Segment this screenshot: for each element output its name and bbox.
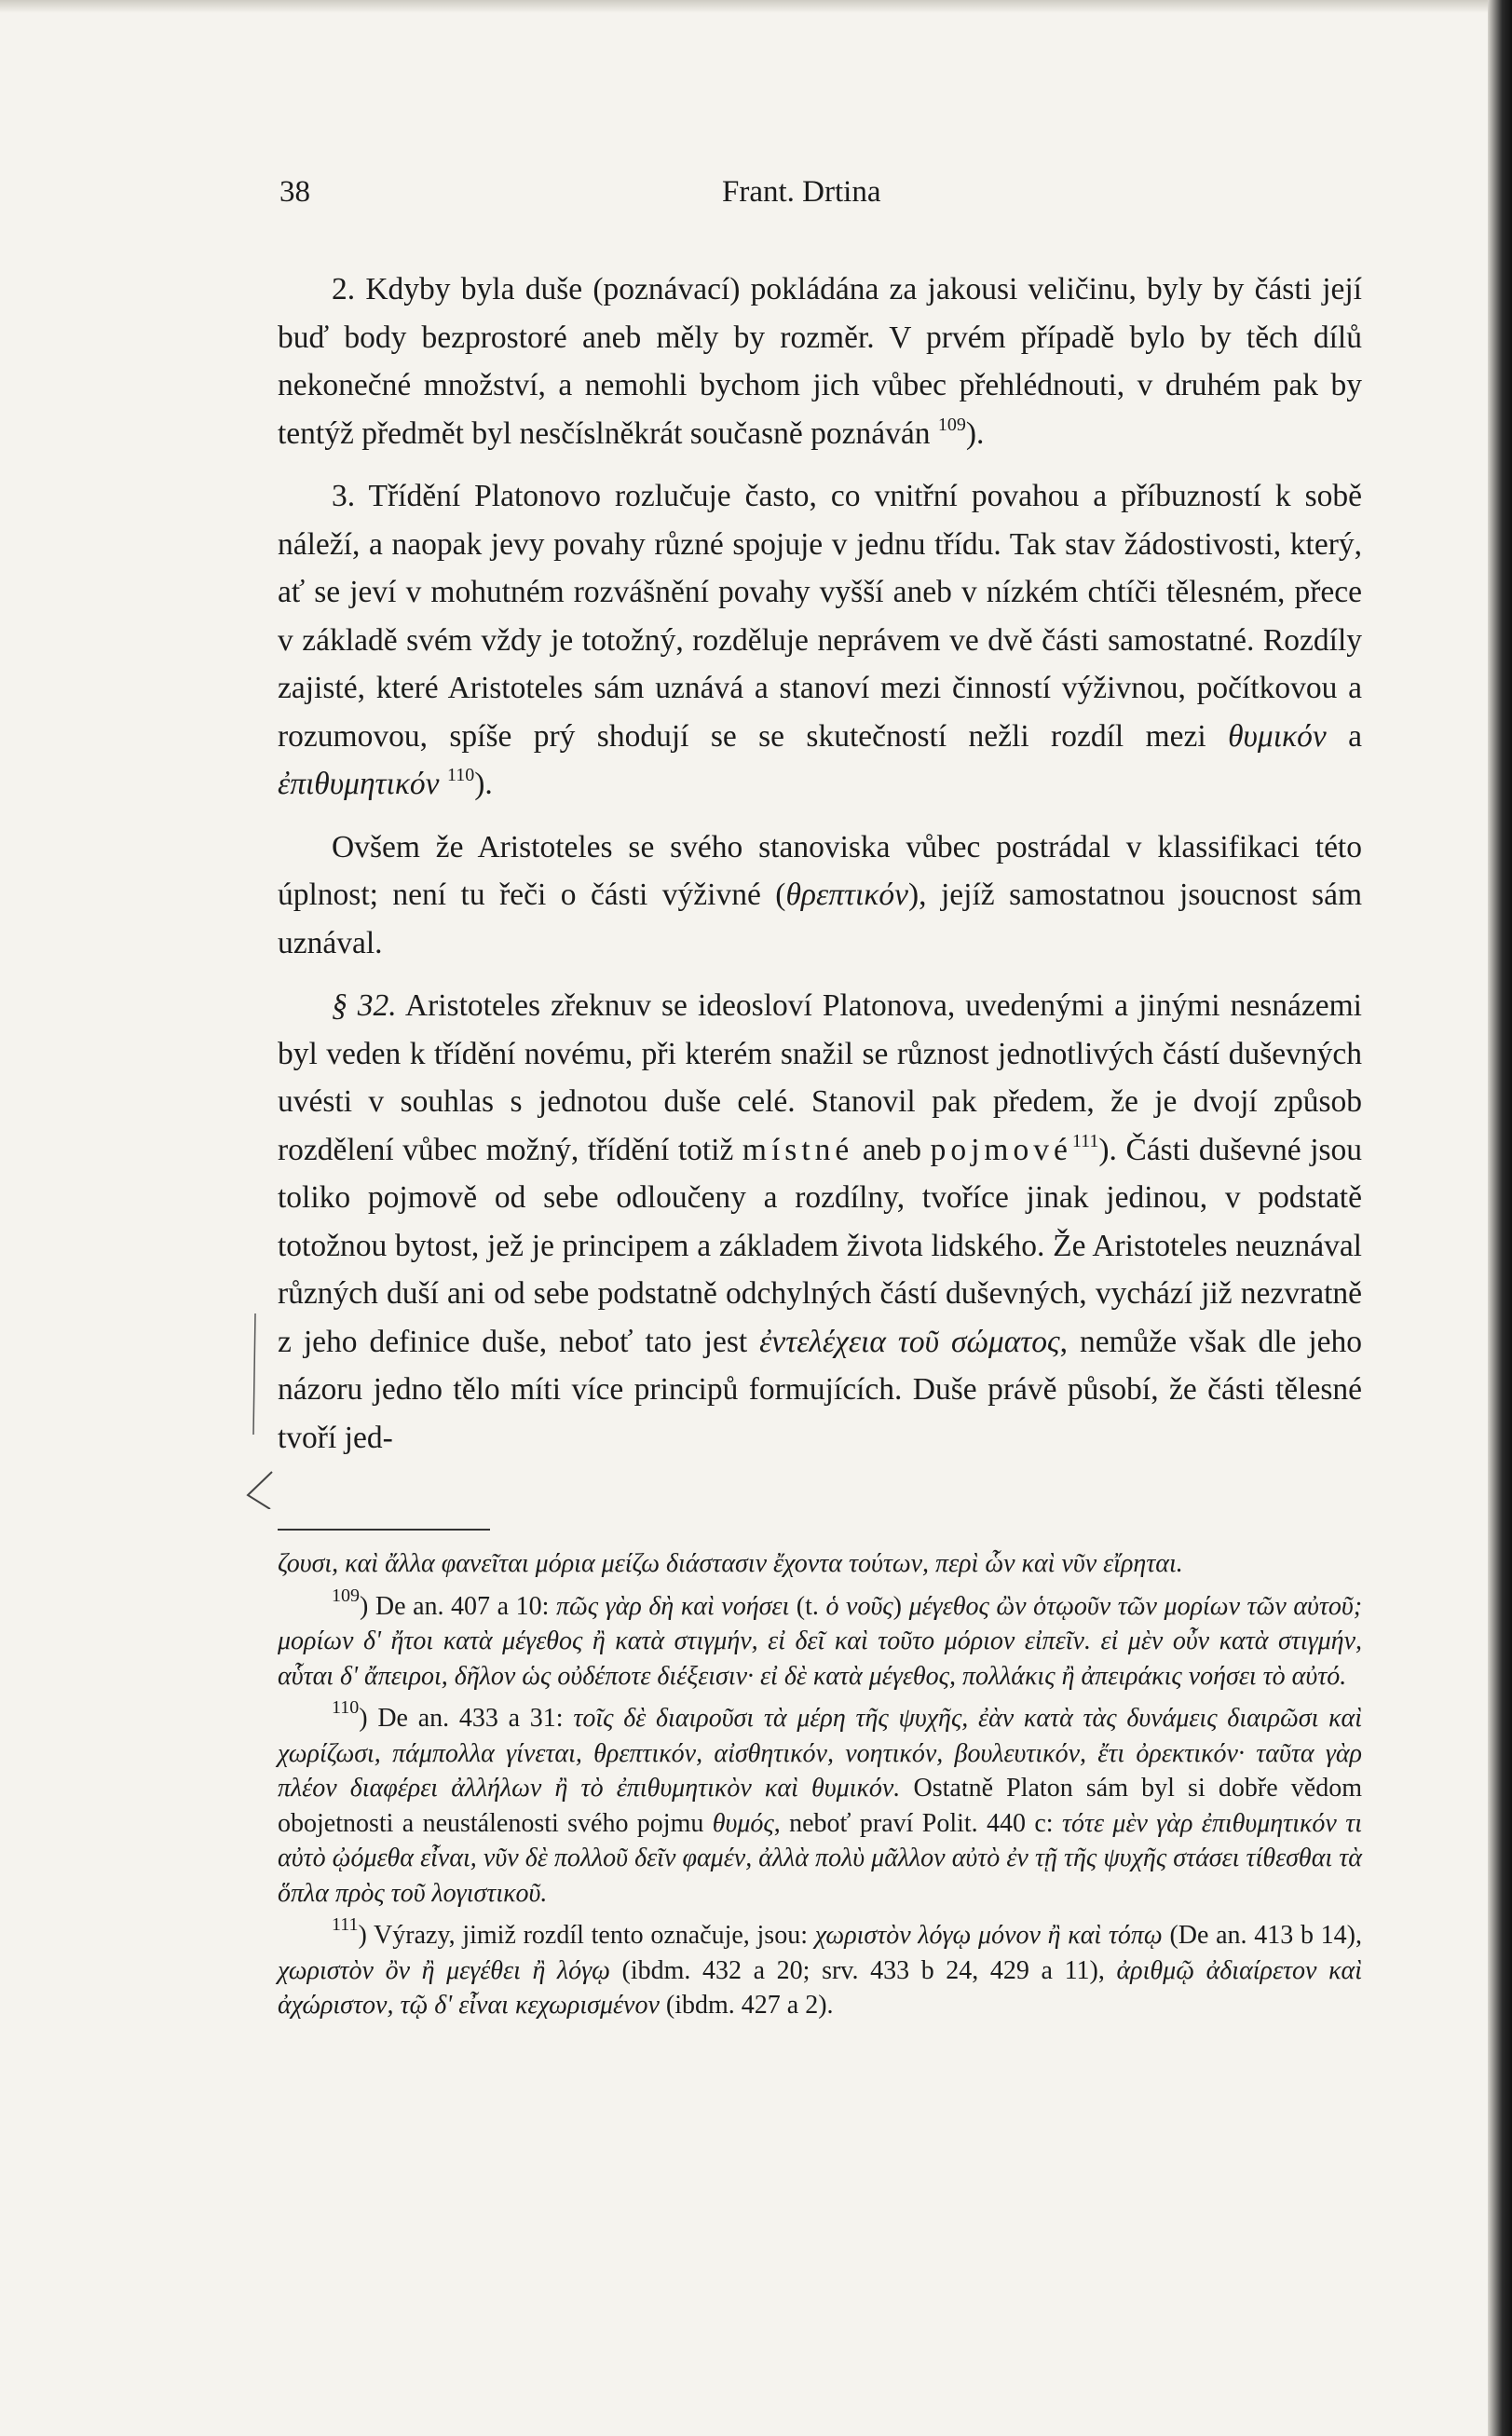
page-top-edge <box>0 0 1512 13</box>
paragraph-text: ), jejíž samostatnou jsoucnost sám uznával. <box>278 878 1362 960</box>
page-binding-edge <box>1488 0 1512 2436</box>
footnote-ref-109: 109 <box>937 414 966 435</box>
pencil-margin-mark <box>244 1313 281 1509</box>
footnote-text: Ostatně Platon sám byl si dobře vědom obojetnosti a neustálenosti svého pojmu <box>278 1774 1362 1838</box>
footnote-text: ) De an. 407 a 10: <box>360 1591 550 1621</box>
footnote-text: (ibdm. 427 a 2). <box>665 1991 834 2020</box>
paragraph-text: Aristoteles zřeknuv se ideosloví Platonova, uvedenými a jinými nesnázemi byl veden k třídění novému, při kterém snažil se různost jednotlivých částí duševných uvésti v souhlas s jednotou duše celé. Stanovil pak předem, že je dvojí způsob rozdělení vůbec možný, třídění totiž <box>278 988 1362 1167</box>
paragraph-text: 2. Kdyby byla duše (poznávací) pokládána za jakousi veličinu, byly by části její buď body bezprostoré aneb měly by rozměr. V prvém případě bylo by těch dílů nekonečné množství, a nemohli bychom jich vůbec přehlédnouti, v druhém pak by tentýž předmět byl nesčíslněkrát současně poznáván <box>278 272 1362 451</box>
running-head: Frant. Drtina <box>722 175 881 209</box>
greek-term: ἐπιθυμητικόν <box>278 767 440 801</box>
greek-term: τοῖς δὲ διαιροῦσι τὰ μέρη τῆς ψυχῆς, ἐὰν κατὰ τὰς δυνάμεις διαιρῶσι καὶ χωρίζωσι, πάμπολλα γίνεται, θρεπτικόν, αἰσθητικόν, νοητικόν, βουλευτικόν, ἔτι ὀρεκτικόν· ταῦτα γὰρ πλέον διαφέρει ἀλλήλων ἢ τὸ ἐπιθυμητικὸν καὶ θυμικόν. <box>278 1704 1363 1803</box>
footnote-text: (ibdm. 432 a 20; srv. 433 b 24, 429 a 11), <box>621 1955 1105 1985</box>
greek-term: χωριστὸν ὂν ἢ μεγέθει ἢ λόγῳ <box>278 1955 610 1985</box>
paragraph-2 <box>278 265 1362 457</box>
greek-term: τότε μὲν γὰρ ἐπιθυμητικόν τι αὐτὸ ᾠόμεθα εἶναι, νῦν δὲ πολλοῦ δεῖν φαμέν, ἀλλὰ πολὺ μᾶλλον αὐτὸ ἐν τῇ τῆς ψυχῆς στάσει τίθεσθαι τὰ ὅπλα πρὸς τοῦ λογιστικοῦ. <box>278 1808 1362 1908</box>
paragraph-text: Ovšem že Aristoteles se svého stanoviska vůbec postrádal v klassifikaci této úplnost; není tu řeči o části výživné ( <box>278 829 1362 912</box>
paragraph-text: aneb <box>862 1132 922 1167</box>
section-mark: § 32. <box>332 988 397 1023</box>
footnote-text: ) Výrazy, jimiž rozdíl tento označuje, jsou: <box>358 1921 808 1950</box>
paragraph-section-32 <box>278 982 1362 1462</box>
footnote-ref-111: 111 <box>1071 1130 1099 1151</box>
footnotes <box>278 1546 1362 2023</box>
greek-term: χωριστὸν λόγῳ μόνον ἢ καὶ τόπῳ <box>814 1921 1163 1950</box>
footnote-text: , neboť praví Polit. 440 c: <box>773 1808 1054 1838</box>
paragraph-text: , nemůže však dle jeho názoru jedno tělo míti více principů formujících. Duše právě působí, že části tělesné tvoří jed- <box>278 1324 1363 1455</box>
paragraph-text: ). Části duševné jsou toliko pojmově od sebe odloučeny a rozdílny, tvoříce jinak jedinou, v podstatě totožnou bytost, jež je principem a základem života lidského. Že Aristoteles neuznával různých duší ani od sebe podstatně odchylných částí duševných, vychází již nezvratně z jeho definice duše, neboť tato jest <box>278 1132 1363 1359</box>
greek-term: θυμικόν <box>1228 718 1327 754</box>
footnote-111 <box>278 1914 1363 2023</box>
greek-term: θυμός <box>712 1808 774 1838</box>
page-number: 38 <box>279 175 310 209</box>
footnote-text: ) De an. 433 a 31: <box>359 1704 564 1733</box>
paragraph-3 <box>278 472 1362 809</box>
footnote-mark: 110 <box>332 1697 360 1718</box>
paragraph-end: ). <box>965 415 985 451</box>
footnote-109 <box>278 1585 1363 1694</box>
greek-term: θρεπτικόν <box>785 878 908 912</box>
greek-term: μέγεθος ὢν ὁτῳοῦν τῶν μορίων τῶν αὐτοῦ; μορίων δ' ἤτοι κατὰ μέγεθος ἢ κατὰ στιγμήν, εἰ δεῖ καὶ τοῦτο μόριον εἰπεῖν. εἰ μὲν οὖν κατὰ στιγμήν, αὗται δ' ἄπειροι, δῆλον ὡς οὐδέποτε διέξεισιν· εἰ δὲ κατὰ μέγεθος, πολλάκις ἢ ἀπειράκις νοήσει τὸ αὐτό. <box>278 1591 1363 1691</box>
spaced-term: pojmové <box>930 1132 1072 1167</box>
greek-term: πῶς γὰρ δὴ καὶ νοήσει <box>555 1591 790 1621</box>
footnote-110 <box>278 1697 1363 1911</box>
paragraph-text: a <box>1348 718 1363 754</box>
footnote-rule <box>278 1529 490 1531</box>
page-header <box>279 175 1220 222</box>
footnote-text: (t. <box>796 1591 819 1621</box>
footnote-mark: 111 <box>332 1914 359 1935</box>
paragraph-end: ). <box>474 767 493 801</box>
body-text <box>278 265 1362 1462</box>
footnote-continuation: ζουσι, καὶ ἄλλα φανεῖται μόρια μείζω διάστασιν ἔχοντα τούτων, περὶ ὧν καὶ νῦν εἴρηται. <box>278 1549 1183 1578</box>
greek-term: ἐντελέχεια τοῦ σώματος <box>759 1324 1060 1359</box>
footnote-mark: 109 <box>332 1585 360 1606</box>
footnote-text: ) <box>892 1591 902 1621</box>
greek-term: ὁ νοῦς <box>825 1591 893 1621</box>
paragraph-ovsem <box>278 823 1362 968</box>
paragraph-text: 3. Třídění Platonovo rozlučuje často, co vnitřní povahou a příbuzností k sobě náleží, a naopak jevy povahy různé spojuje v jednu třídu. Tak stav žádostivosti, který, ať se jeví v mohutném rozvášnění povahy vyšší aneb v nízkém chtíči tělesném, přece v základě svém vždy je totožný, rozděluje neprávem ve dvě části samostatné. Rozdíly zajisté, které Aristoteles sám uznává a stanoví mezi činností výživnou, počítkovou a rozumovou, spíše prý shodují se se skutečností nežli rozdíl mezi <box>278 479 1362 754</box>
greek-term: ἀριθμῷ ἀδιαίρετον καὶ ἀχώριστον, τῷ δ' εἶναι κεχωρισμένον <box>278 1955 1363 2020</box>
spaced-term: místné <box>742 1132 854 1167</box>
footnote-text: (De an. 413 b 14), <box>1169 1921 1363 1950</box>
footnote-ref-110: 110 <box>446 765 475 785</box>
